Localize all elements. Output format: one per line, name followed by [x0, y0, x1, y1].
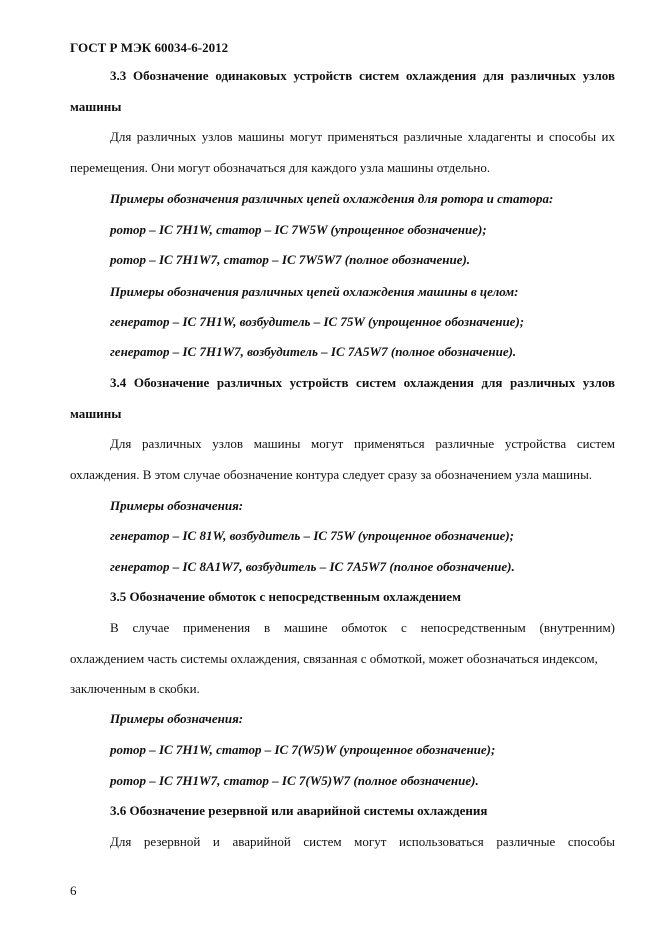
section-3-4-paragraph-line-1: Для различных узлов машины могут применяться различные устройства систем [110, 436, 615, 451]
section-3-4-examples-heading: Примеры обозначения: [110, 498, 244, 513]
section-3-5-example-a: ротор – IC 7H1W, статор – IC 7(W5)W (упрощенное обозначение); [110, 742, 496, 757]
section-3-4-paragraph-line-2: охлаждения. В этом случае обозначение контура следует сразу за обозначением узла машины. [70, 467, 593, 482]
section-3-6-title: 3.6 Обозначение резервной или аварийной системы охлаждения [110, 803, 488, 818]
section-3-3-paragraph-line-2: перемещения. Они могут обозначаться для каждого узла машины отдельно. [70, 160, 491, 175]
section-3-6-paragraph-line-1: Для резервной и аварийной систем могут использоваться различные способы [110, 834, 615, 849]
page-number: 6 [70, 883, 77, 898]
section-3-3-paragraph-line-1: Для различных узлов машины могут применяться различные хладагенты и способы их [110, 129, 615, 144]
section-3-4-example-a: генератор – IC 81W, возбудитель – IC 75W (упрощенное обозначение); [110, 528, 515, 543]
section-3-5-title: 3.5 Обозначение обмоток с непосредственным охлаждением [110, 589, 461, 604]
section-3-5-paragraph-line-1: В случае применения в машине обмоток с непосредственным (внутренним) [110, 620, 615, 635]
section-3-3-example-1b: ротор – IC 7H1W7, статор – IC 7W5W7 (полное обозначение). [110, 252, 471, 267]
section-3-4-title-line-2: машины [70, 406, 122, 421]
section-3-4-example-b: генератор – IC 8A1W7, возбудитель – IC 7A5W7 (полное обозначение). [110, 559, 515, 574]
section-3-3-title-line-1: 3.3 Обозначение одинаковых устройств систем охлаждения для различных узлов [110, 68, 615, 83]
section-3-3-title-line-2: машины [70, 99, 122, 114]
section-3-3-example-2b: генератор – IC 7H1W7, возбудитель – IC 7A5W7 (полное обозначение). [110, 344, 517, 359]
section-3-3-example-2a: генератор – IC 7H1W, возбудитель – IC 75W (упрощенное обозначение); [110, 314, 525, 329]
section-3-5-example-b: ротор – IC 7H1W7, статор – IC 7(W5)W7 (полное обозначение). [110, 773, 479, 788]
section-3-5-paragraph-line-3: заключенным в скобки. [70, 681, 200, 696]
document-header-id: ГОСТ Р МЭК 60034-6-2012 [70, 40, 229, 55]
section-3-3-example-1a: ротор – IC 7H1W, статор – IC 7W5W (упрощенное обозначение); [110, 222, 487, 237]
section-3-3-examples-heading-1: Примеры обозначения различных цепей охлаждения для ротора и статора: [110, 191, 554, 206]
section-3-4-title-line-1: 3.4 Обозначение различных устройств систем охлаждения для различных узлов [110, 375, 615, 390]
section-3-5-paragraph-line-2: охлаждением часть системы охлаждения, связанная с обмоткой, может обозначаться индексом, [70, 651, 598, 666]
section-3-5-examples-heading: Примеры обозначения: [110, 711, 244, 726]
section-3-3-examples-heading-2: Примеры обозначения различных цепей охлаждения машины в целом: [110, 284, 519, 299]
